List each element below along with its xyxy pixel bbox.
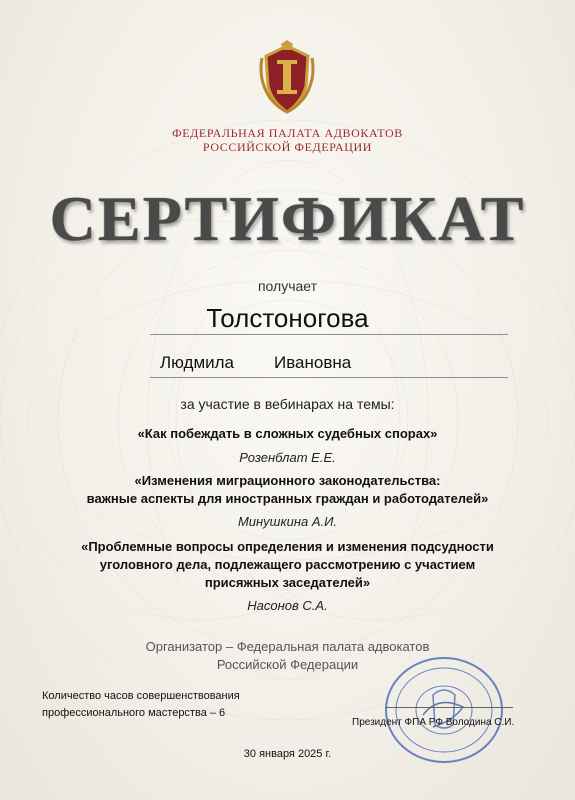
webinar-topic-3: [40, 538, 535, 592]
issue-date: 30 января 2025 г.: [243, 748, 332, 760]
organizer-line1: Организатор – Федеральная палата адвокатов: [145, 639, 430, 654]
webinar-topic-1-text: «Как побеждать в сложных судебных спорах»: [137, 426, 438, 441]
signature-line: [385, 707, 513, 708]
surname-underline: [150, 334, 508, 335]
webinar-topic-1: [40, 425, 535, 443]
organization-name-line1: ФЕДЕРАЛЬНАЯ ПАЛАТА АДВОКАТОВ: [172, 126, 403, 140]
recipient-surname: Толстоногова: [206, 303, 369, 333]
coat-of-arms-emblem: [256, 40, 318, 116]
webinar-topic-2-line1: «Изменения миграционного законодательства:: [134, 473, 441, 488]
recipient-patronymic: Ивановна: [274, 353, 352, 372]
receives-label: получает: [257, 278, 318, 294]
webinar-author-2: Минушкина А.И.: [237, 514, 338, 529]
organization-name-line2: РОССИЙСКОЙ ФЕДЕРАЦИИ: [202, 140, 373, 154]
certificate-title: СЕРТИФИКАТ: [49, 183, 526, 254]
hours-statement: [42, 688, 240, 722]
organizer-line2: Российской Федерации: [216, 657, 359, 672]
hours-line2: профессионального мастерства – 6: [42, 707, 226, 719]
name-underline: [150, 377, 508, 378]
recipient-first-name: Людмила: [160, 353, 235, 372]
webinar-topic-3-line2: уголовного дела, подлежащего рассмотрению с участием: [99, 557, 476, 572]
webinar-topic-3-line1: «Проблемные вопросы определения и изменения подсудности: [81, 539, 494, 554]
webinar-author-3: Насонов С.А.: [247, 598, 328, 613]
webinars-intro: за участие в вебинарах на темы:: [180, 396, 395, 412]
webinar-author-1: Розенблат Е.Е.: [239, 450, 336, 465]
webinar-topic-3-line3: присяжных заседателей»: [204, 575, 371, 590]
president-signature-label: Президент ФПА РФ Володина С.И.: [352, 717, 515, 728]
webinar-topic-2: [40, 472, 535, 508]
hours-line1: Количество часов совершенствования: [42, 690, 240, 702]
webinar-topic-2-line2: важные аспекты для иностранных граждан и работодателей»: [86, 491, 489, 506]
